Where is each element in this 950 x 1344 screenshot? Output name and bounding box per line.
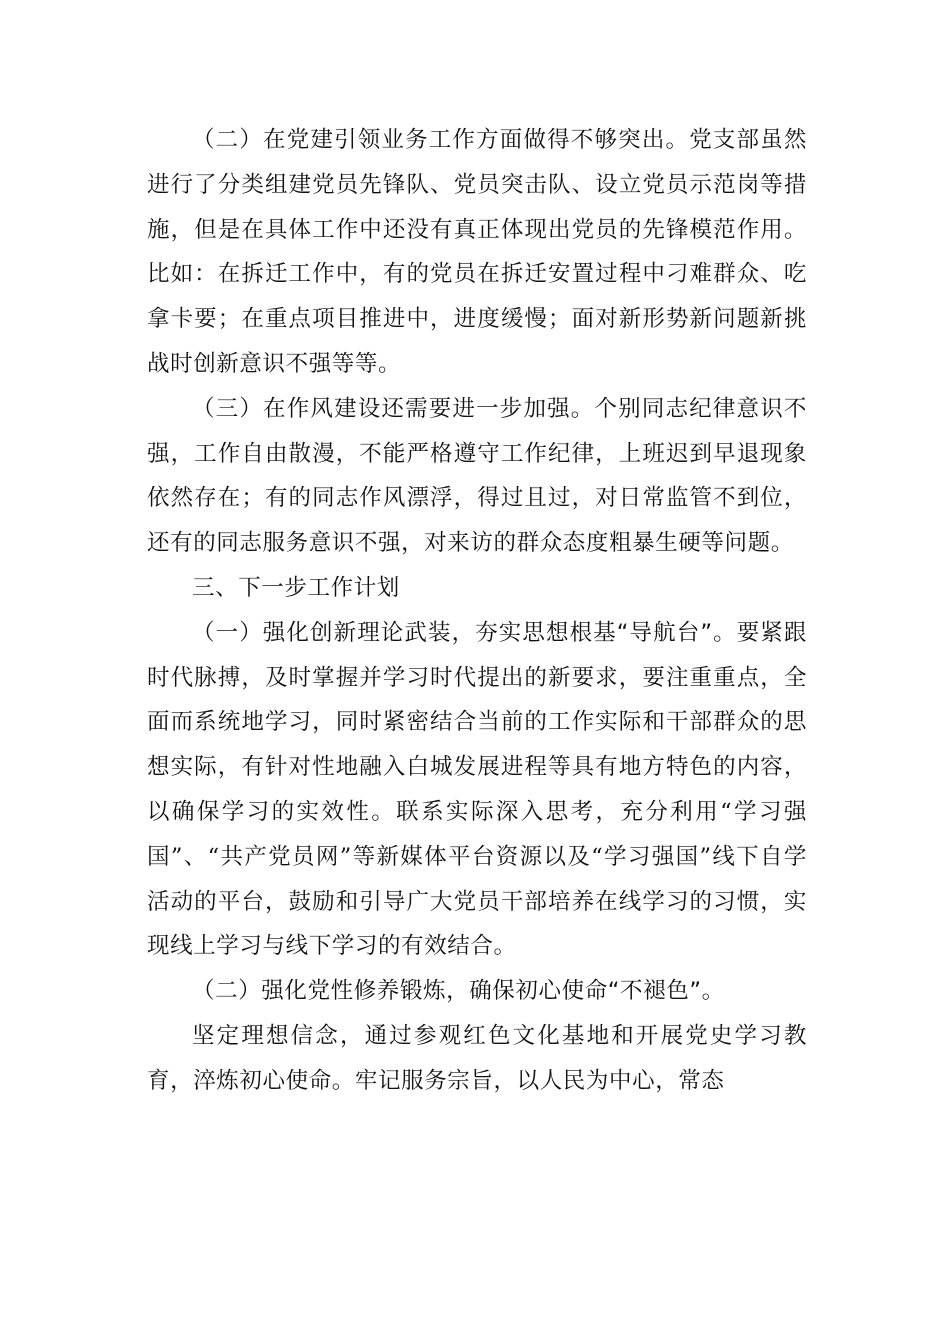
paragraph-lead: （一）强化创新理论武装，夯实思想根基“导航台”。	[192, 619, 737, 646]
paragraph-party-building-leading-business	[147, 118, 807, 387]
paragraph-body: 坚定理想信念，通过参观红色文化基地和开展党史学习教育，淬炼初心使命。牢记服务宗旨，以人民为中心，常态	[147, 1022, 807, 1094]
paragraph-lead: （二）强化党性修养锻炼，确保初心使命“不褪色”。	[192, 978, 725, 1005]
paragraph-body: 个别同志纪律意识不强，工作自由散漫，不能严格遵守工作纪律，上班迟到早退现象依然存在；有的同志作风漂浮，得过且过，对日常监管不到位，还有的同志服务意识不强，对来访的群众态度粗暴生硬等问题。	[147, 395, 808, 557]
paragraph-lead: （二）在党建引领业务工作方面做得不够突出。	[192, 127, 690, 153]
paragraph-body: 党支部虽然进行了分类组建党员先锋队、党员突击队、设立党员示范岗等措施，但是在具体工作中还没有真正体现出党员的先锋模范作用。比如：在拆迁工作中，有的党员在拆迁安置过程中刁难群众、吃拿卡要；在重点项目推进中，进度缓慢；面对新形势新问题新挑战时创新意识不强等等。	[147, 127, 807, 377]
paragraph-body: 要紧跟时代脉搏，及时掌握并学习时代提出的新要求，要注重重点，全面而系统地学习，同时紧密结合当前的工作实际和干部群众的思想实际，有针对性地融入白城发展进程等具有地方特色的内容，以确保学习的实效性。联系实际深入思考，充分利用“学习强国”、“共产党员网”等新媒体平台资源以及“学习强国”线下自学活动的平台，鼓励和引导广大党员干部培养在线学习的习惯，实现线上学习与线下学习的有效结合。	[147, 619, 807, 960]
paragraph-plan-party-spirit-lead	[147, 969, 807, 1014]
document-page	[147, 118, 807, 1104]
section-heading: 三、下一步工作计划	[192, 574, 400, 601]
paragraph-lead: （三）在作风建设还需要进一步加强。	[192, 395, 595, 422]
paragraph-plan-theory	[147, 611, 807, 969]
paragraph-work-style	[147, 387, 807, 566]
paragraph-plan-party-spirit-body	[147, 1014, 807, 1104]
